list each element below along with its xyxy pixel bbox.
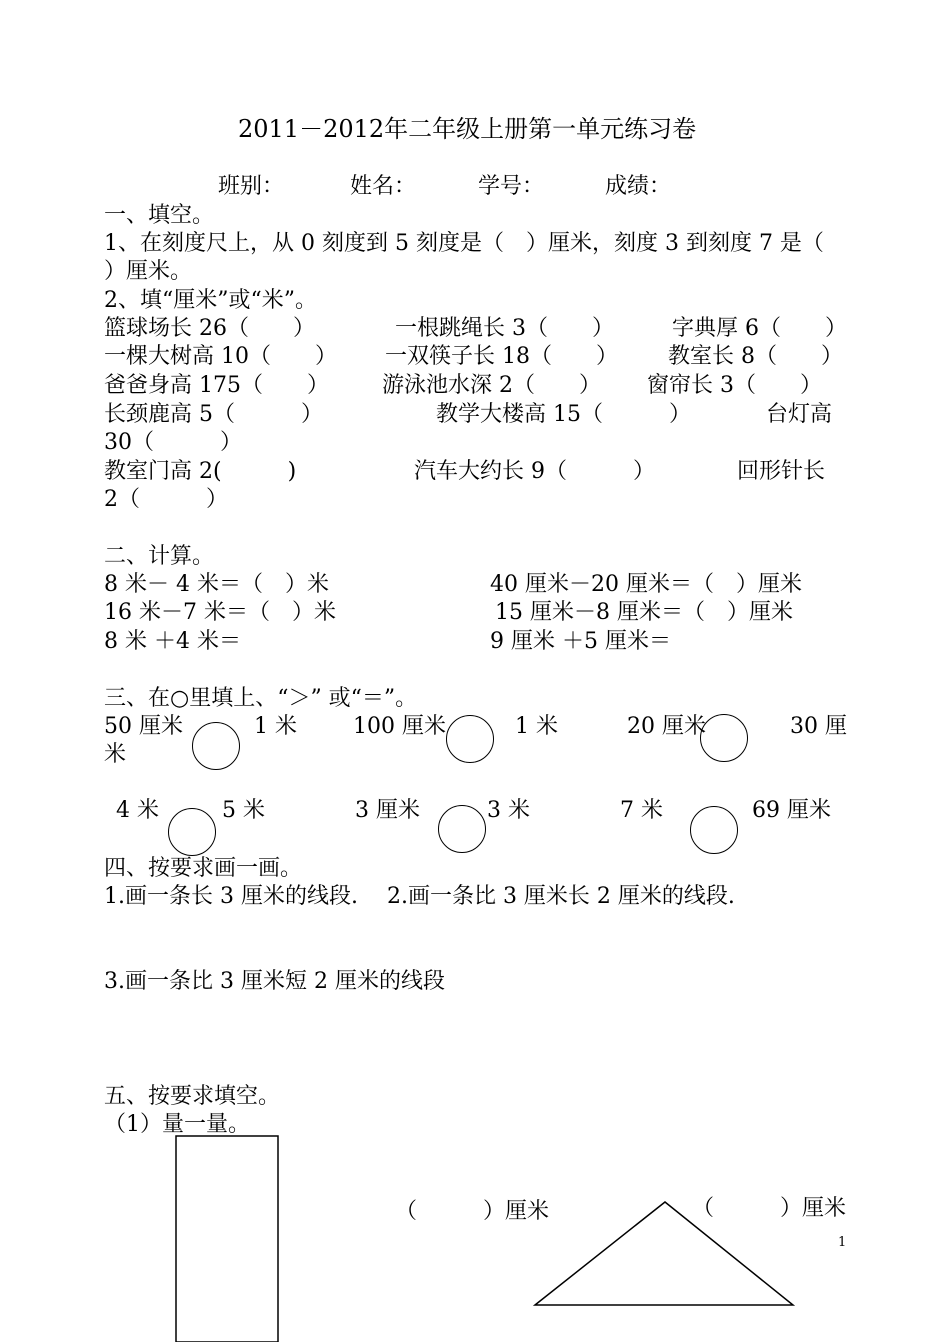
section-2-heading: 二、计算。 — [104, 544, 215, 569]
measure-triangle — [535, 1202, 793, 1305]
section-1-heading: 一、填空。 — [104, 203, 215, 228]
compare-operand: 69 厘米 — [752, 798, 831, 823]
section-5-heading: 五、按要求填空。 — [104, 1084, 281, 1109]
fill-item: 字典厚 6（ ） — [672, 316, 847, 341]
name-label: 姓名： — [350, 174, 417, 199]
compare-operand: 30 厘 — [790, 714, 847, 739]
fill-item: 教学大楼高 15（ ） — [436, 402, 691, 427]
rectangle-answer-label: （ ）厘米 — [395, 1199, 550, 1224]
class-label: 班别： — [218, 174, 285, 199]
compare-operand: 7 米 — [620, 798, 663, 823]
calc-item: 9 厘米 ＋5 厘米＝ — [490, 629, 671, 654]
question-1-line-2: ）厘米。 — [104, 259, 193, 284]
score-label: 成绩： — [605, 174, 672, 199]
draw-question-3: 3.画一条比 3 厘米短 2 厘米的线段 — [104, 969, 445, 994]
question-1-line-1: 1、在刻度尺上，从 0 刻度到 5 刻度是（ ）厘米，刻度 3 到刻度 7 是（ — [104, 231, 824, 256]
fill-item: 教室门高 2( ) — [104, 459, 297, 484]
section-4-heading: 四、按要求画一画。 — [104, 856, 303, 881]
triangle-answer-label: （ ）厘米 — [692, 1196, 847, 1221]
fill-item: 台灯高 — [766, 402, 833, 427]
fill-item-continued: 30（ ） — [104, 430, 242, 455]
sub-question-1: （1）量一量。 — [104, 1112, 250, 1137]
draw-questions-1-2: 1.画一条长 3 厘米的线段. 2.画一条比 3 厘米长 2 厘米的线段. — [104, 884, 735, 909]
calc-item: 8 米－ 4 米＝（ ）米 — [104, 572, 329, 597]
compare-operand: 4 米 — [116, 798, 159, 823]
fill-item: 窗帘长 3（ ） — [647, 373, 822, 398]
section-3-heading: 三、在○里填上、“＞” 或“＝”。 — [104, 686, 418, 711]
compare-operand: 3 米 — [487, 798, 530, 823]
fill-item-continued: 2（ ） — [104, 487, 228, 512]
page-title: 2011－2012年二年级上册第一单元练习卷 — [238, 115, 697, 143]
fill-item: 汽车大约长 9（ ） — [414, 459, 655, 484]
fill-item: 一双筷子长 18（ ） — [385, 344, 618, 369]
fill-item: 爸爸身高 175（ ） — [104, 373, 329, 398]
question-2-heading: 2、填“厘米”或“米”。 — [104, 288, 317, 313]
fill-item: 游泳池水深 2（ ） — [382, 373, 601, 398]
fill-item: 长颈鹿高 5（ ） — [104, 402, 323, 427]
calc-item: 16 米－7 米＝（ ）米 — [104, 600, 336, 625]
student-id-label: 学号： — [478, 174, 545, 199]
fill-item: 回形针长 — [737, 459, 826, 484]
fill-item: 一棵大树高 10（ ） — [104, 344, 337, 369]
fill-item: 教室长 8（ ） — [668, 344, 843, 369]
compare-operand: 3 厘米 — [355, 798, 420, 823]
compare-operand: 20 厘米 — [627, 714, 706, 739]
compare-operand: 5 米 — [222, 798, 265, 823]
compare-operand-continued: 米 — [104, 742, 127, 767]
measure-rectangle — [176, 1136, 278, 1342]
compare-operand: 1 米 — [515, 714, 558, 739]
compare-operand: 1 米 — [254, 714, 297, 739]
page-number: 1 — [838, 1235, 847, 1250]
calc-item: 8 米 ＋4 米＝ — [104, 629, 241, 654]
calc-item: 40 厘米－20 厘米＝（ ）厘米 — [490, 572, 802, 597]
calc-item: 15 厘米－8 厘米＝（ ）厘米 — [495, 600, 793, 625]
fill-item: 一根跳绳长 3（ ） — [395, 316, 614, 341]
compare-operand: 100 厘米 — [353, 714, 446, 739]
fill-item: 篮球场长 26（ ） — [104, 316, 315, 341]
compare-operand: 50 厘米 — [104, 714, 183, 739]
